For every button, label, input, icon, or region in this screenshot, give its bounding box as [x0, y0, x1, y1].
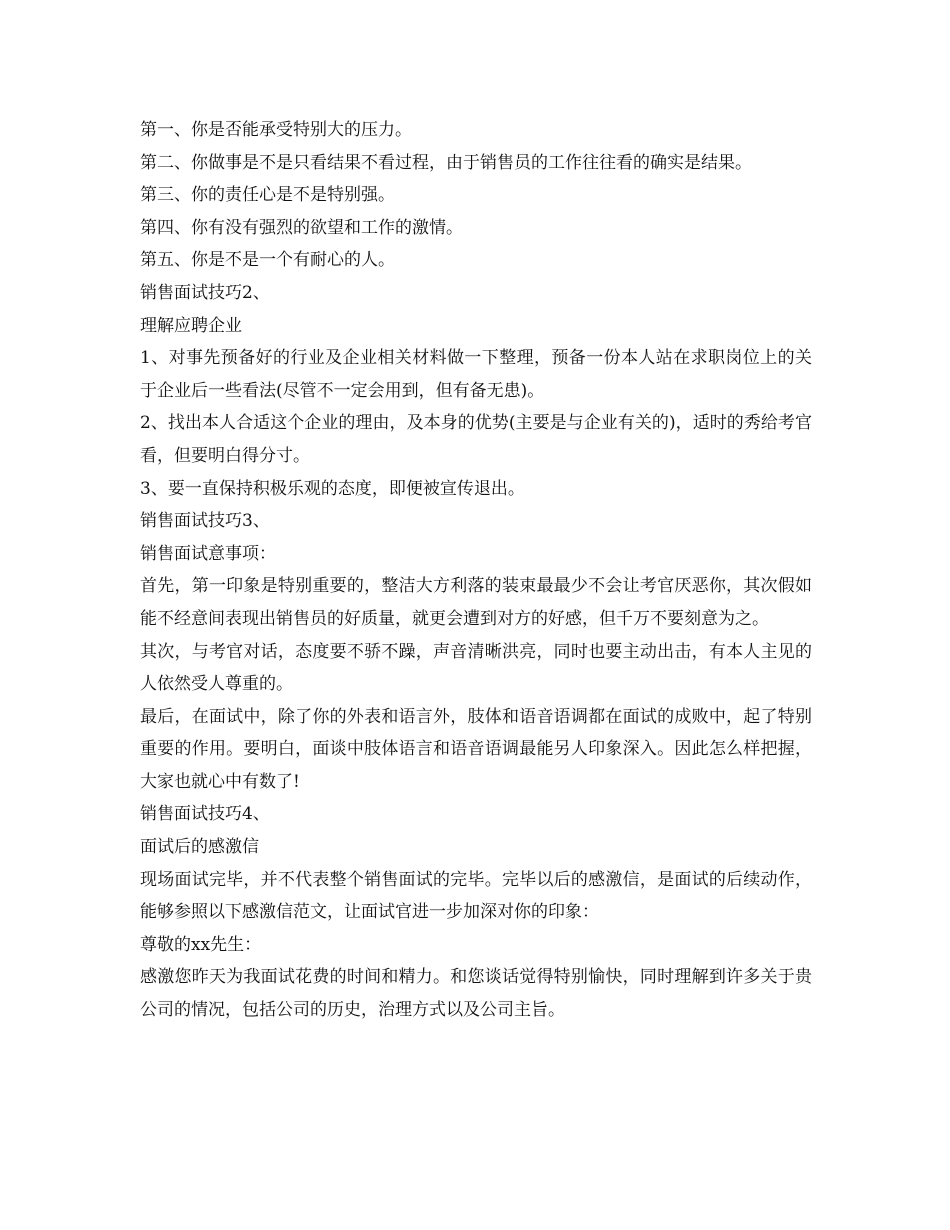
criterion-5: 第五、你是不是一个有耐心的人。: [140, 250, 395, 271]
criterion-1: 第一、你是否能承受特别大的压力。: [140, 120, 412, 140]
paragraph-body-language: 最后，在面试中，除了你的外表和语言外，肢体和语音语调都在面试的成败中，起了特别重要的作用。要明白，面谈中肢体语言和语音语调最能另人印象深入。因此怎么样把握，大家也就心中有数了!: [140, 706, 812, 792]
section-heading-4: 销售面试技巧4、: [140, 804, 270, 825]
paragraph-find-reasons: 2、找出本人合适这个企业的理由，及本身的优势(主要是与企业有关的)，适时的秀给考官看，但要明白得分寸。: [140, 413, 812, 466]
paragraph-dialogue: 其次，与考官对话，态度要不骄不躁，声音清晰洪亮，同时也要主动出击，有本人主见的人依然受人尊重的。: [140, 641, 812, 695]
letter-body: 感激您昨天为我面试花费的时间和精力。和您谈话觉得特别愉快，同时理解到许多关于贵公司的情况，包括公司的历史，治理方式以及公司主旨。: [140, 967, 812, 1021]
section-heading-3: 销售面试技巧3、: [140, 511, 270, 532]
letter-salutation: 尊敬的xx先生：: [140, 934, 262, 955]
paragraph-first-impression: 首先，第一印象是特别重要的，整洁大方利落的装束最最少不会让考官厌恶你，其次假如能不经意间表现出销售员的好质量，就更会遭到对方的好感，但千万不要刻意为之。: [140, 576, 812, 629]
criterion-2: 第二、你做事是不是只看结果不看过程，由于销售员的工作往往看的确实是结果。: [140, 152, 752, 173]
section-subheading-3: 销售面试意事项：: [140, 543, 276, 564]
paragraph-positive-attitude: 3、要一直保持积极乐观的态度，即便被宣传退出。: [140, 478, 525, 499]
criterion-3: 第三、你的责任心是不是特别强。: [140, 185, 395, 206]
criterion-4: 第四、你有没有强烈的欲望和工作的激情。: [140, 217, 463, 238]
document-body: [140, 114, 812, 1027]
paragraph-thank-you-letter: 现场面试完毕，并不代表整个销售面试的完毕。完毕以后的感激信，是面试的后续动作，能够参照以下感激信范文，让面试官进一步加深对你的印象：: [140, 869, 812, 923]
section-subheading-2: 理解应聘企业: [140, 315, 242, 336]
paragraph-prepare-materials: 1、对事先预备好的行业及企业相关材料做一下整理，预备一份本人站在求职岗位上的关于企业后一些看法(尽管不一定会用到，但有备无患)。: [140, 348, 812, 401]
section-heading-2: 销售面试技巧2、: [140, 282, 270, 303]
section-subheading-4: 面试后的感激信: [140, 837, 259, 858]
